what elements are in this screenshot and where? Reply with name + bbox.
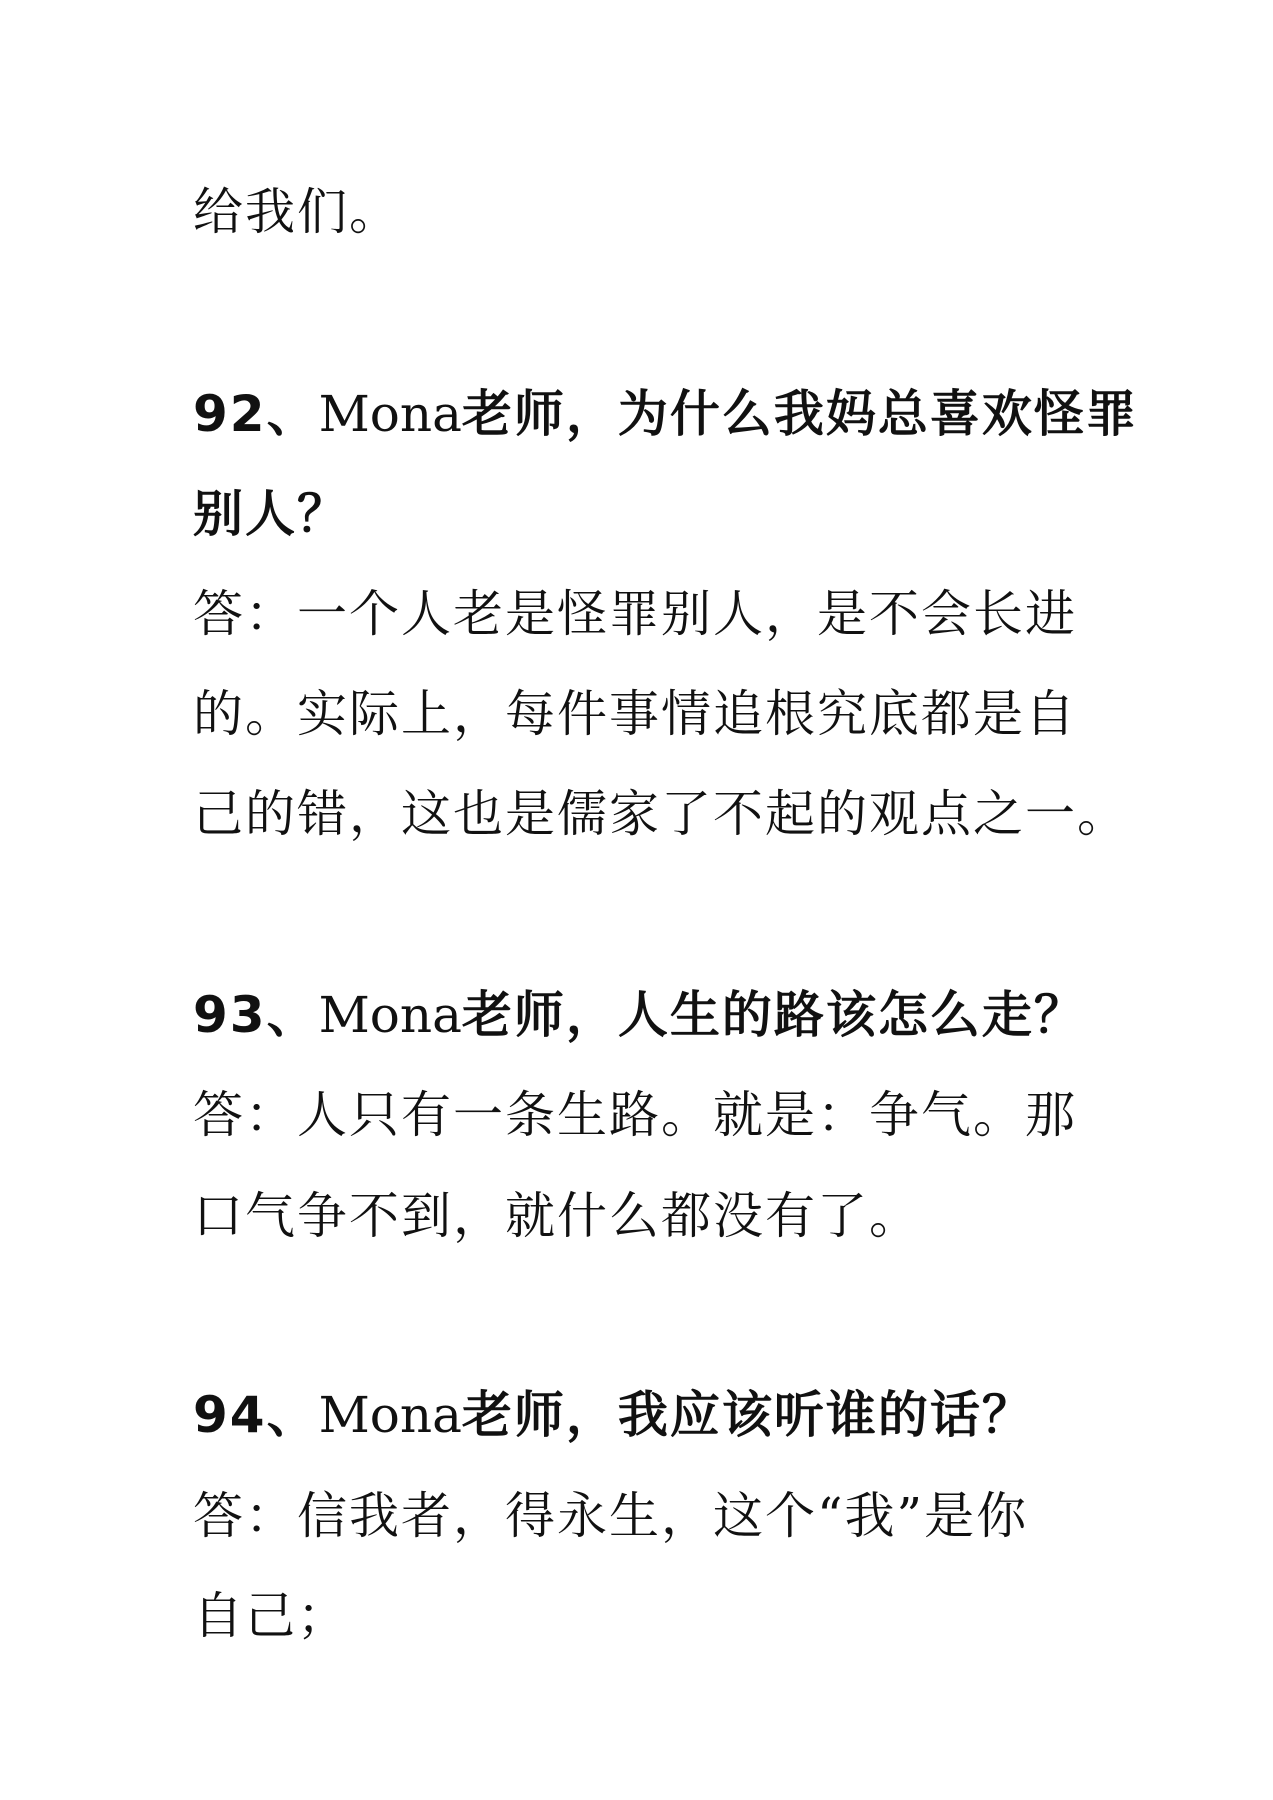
question-text: 老师，我应该听谁的话？: [461, 1385, 1034, 1444]
question-text: 老师，人生的路该怎么走？: [461, 985, 1086, 1044]
answer-92-line-3: 己的错，这也是儒家了不起的观点之一。: [193, 785, 1129, 843]
question-text: 老师，为什么我妈总喜欢怪罪: [461, 384, 1138, 443]
question-number: 93、: [193, 986, 319, 1044]
teacher-name: Mona: [318, 986, 462, 1044]
paragraph-continuation: 给我们。: [193, 183, 401, 241]
question-92-line-1: [193, 384, 1138, 444]
answer-93-line-1: 答：人只有一条生路。就是：争气。那: [193, 1086, 1077, 1144]
question-94-line-1: [193, 1385, 1093, 1445]
question-number: 92、: [193, 385, 319, 443]
teacher-name: Mona: [318, 385, 462, 443]
answer-92-line-2: 的。实际上，每件事情追根究底都是自: [193, 685, 1077, 743]
question-92-line-2: 别人？: [193, 484, 349, 543]
question-number: 94、: [193, 1386, 319, 1444]
answer-94-line-2: 自己；: [193, 1587, 349, 1645]
answer-92-line-1: 答：一个人老是怪罪别人，是不会长进: [193, 585, 1077, 643]
answer-94-line-1: 答：信我者，得永生，这个“我”是你: [193, 1487, 1029, 1545]
answer-93-line-2: 口气争不到，就什么都没有了。: [193, 1187, 921, 1245]
teacher-name: Mona: [318, 1386, 462, 1444]
question-93-line-1: [193, 985, 1093, 1045]
